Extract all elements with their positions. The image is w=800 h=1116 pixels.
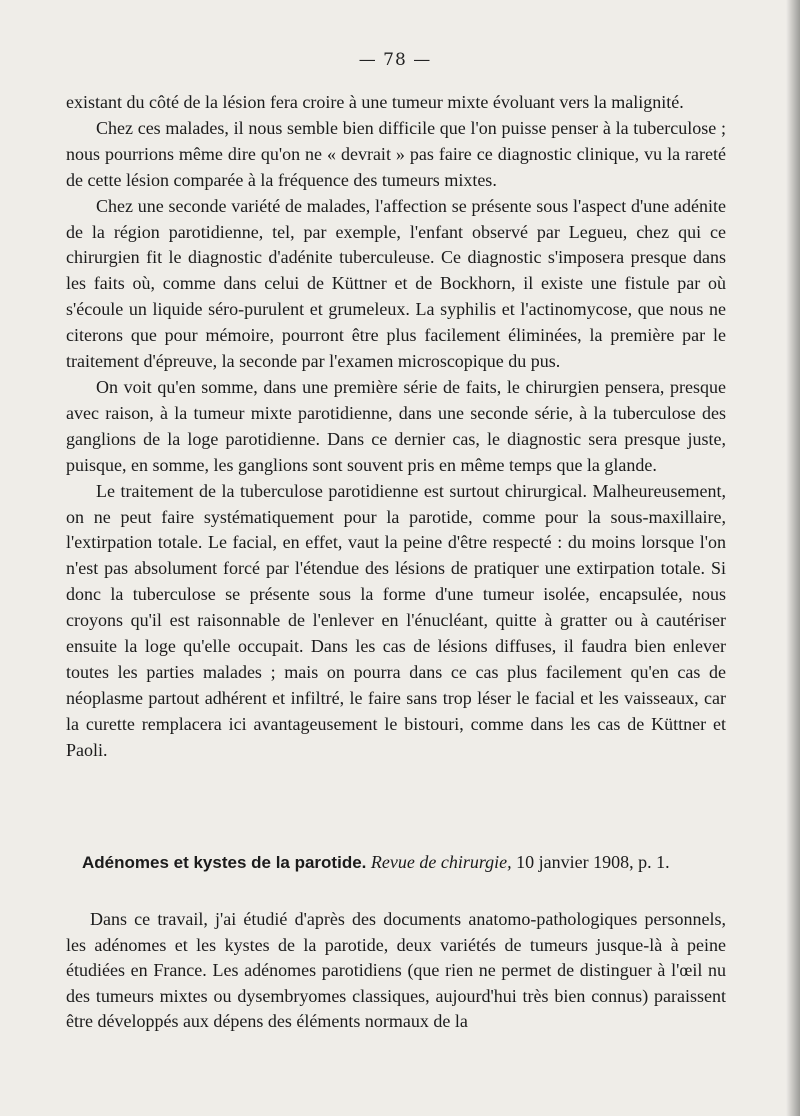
- paragraph-summary: On voit qu'en somme, dans une première série de faits, le chirurgien pensera, presque avec raison, à la tumeur mixte parotidienne, dans une seconde série, à la tuberculose des ganglions de la loge parotidienne. Dans ce dernier cas, le diagnostic sera presque juste, puisque, en somme, les ganglions sont souvent pris en même temps que la glande.: [66, 376, 726, 475]
- section-title: Adénomes et kystes de la parotide.: [82, 853, 367, 872]
- paragraph-second-variety: Chez une seconde variété de malades, l'affection se présente sous l'aspect d'une adénite de la région parotidienne, tel, par exemple, l'enfant observé par Legueu, chez qui ce chirurgien fit le diagnostic d'adénite tuberculeuse. Ce diagnostic s'imposera presque dans les faits où, comme dans celui de Küttner et de Bockhorn, il existe une fistule par où s'écoule un liquide séro-purulent et grumeleux. La syphilis et l'actinomycose, que nous ne citerons que pour mémoire, pourront être plus facilement éliminées, la première par le traitement d'épreuve, la seconde par l'examen microscopique du pus.: [66, 195, 726, 372]
- paragraph-tuberculosis-diagnosis: Chez ces malades, il nous semble bien difficile que l'on puisse penser à la tuberculose ; nous pourrions même dire qu'on ne « devrait » pas faire ce diagnostic clinique, vu la rareté de cette lésion comparée à la fréquence des tumeurs mixtes.: [66, 117, 726, 190]
- section-journal: Revue de chirurgie,: [370, 852, 512, 872]
- section-date: 10 janvier 1908, p. 1.: [516, 852, 670, 872]
- page-number: — 78 —: [358, 50, 432, 70]
- paragraph-treatment: Le traitement de la tuberculose parotidienne est surtout chirurgical. Malheureusement, on ne peut faire systématiquement pour la parotide, comme pour la sous-maxillaire, l'extirpation totale. Le facial, en effet, vaut la peine d'être respecté : du moins lorsque l'on n'est pas absolument forcé par l'étendue des lésions de pratiquer une extirpation totale. Si donc la tuberculose se présente sous la forme d'une tumeur isolée, encapsulée, nous croyons qu'il est raisonnable de l'enlever en l'énucléant, quitte à gratter ou à cautériser ensuite la loge qu'elle occupait. Dans les cas de lésions diffuses, il faudra bien enlever toutes les parties malades ; mais on pourra dans ce cas plus facilement qu'en cas de néoplasme partout adhérent et infiltré, le faire sans trop léser le facial et les vaisseaux, car la curette remplacera ici avantageusement le bistouri, comme dans les cas de Küttner et Paoli.: [66, 480, 726, 760]
- paragraph-continuation: existant du côté de la lésion fera croire à une tumeur mixte évoluant vers la malignité.: [66, 92, 684, 112]
- section-text: [66, 907, 726, 1035]
- section-paragraph: Dans ce travail, j'ai étudié d'après des documents anatomo-pathologiques personnels, les adénomes et les kystes de la parotide, deux variétés de tumeurs jusque-là à peine étudiées en France. Les adénomes parotidiens (que rien ne permet de distinguer à l'œil nu des tumeurs mixtes ou dysembryomes classiques, aujourd'hui très bien connus) paraissent être développés aux dépens des éléments normaux de la: [66, 909, 726, 1032]
- main-text: [66, 90, 726, 764]
- section-heading: [82, 852, 742, 873]
